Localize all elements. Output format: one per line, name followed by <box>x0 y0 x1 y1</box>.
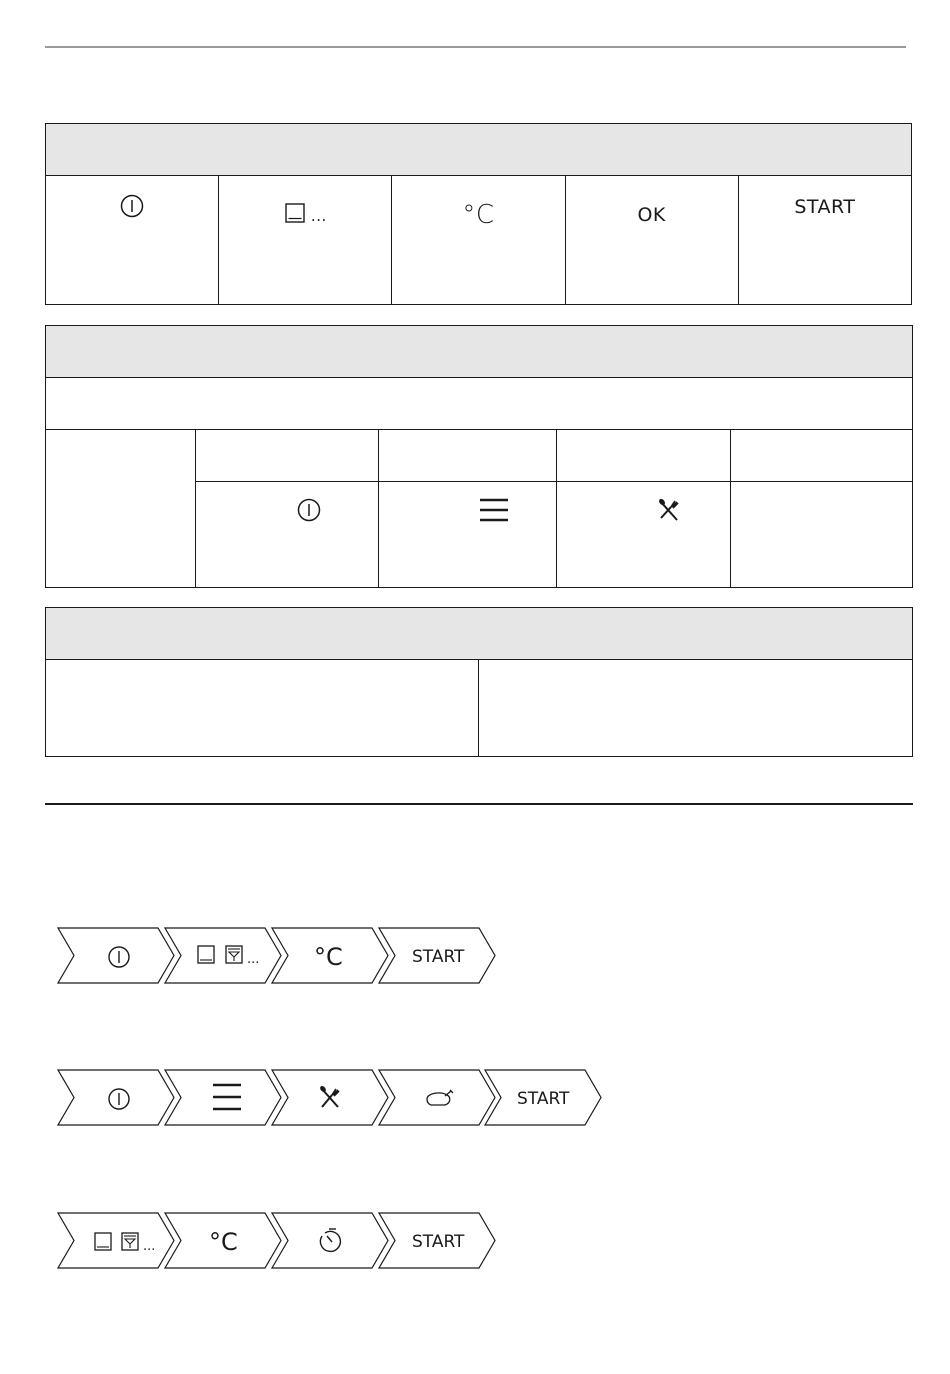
roast-chicken-icon <box>427 1090 453 1105</box>
chevron-step <box>165 928 281 983</box>
power-icon <box>109 947 129 967</box>
cutlery-icon <box>656 497 682 523</box>
table-cell <box>379 430 557 482</box>
oven-mode-cell <box>219 176 392 305</box>
power-cell <box>196 482 379 588</box>
menu-icon <box>479 496 509 524</box>
power-icon <box>109 1089 129 1109</box>
chevron-step <box>379 1070 495 1125</box>
section-rule <box>45 803 913 805</box>
sequence-3 <box>57 1212 502 1270</box>
info-table <box>45 607 913 757</box>
sequence-1 <box>57 927 502 985</box>
row-label-cell <box>46 430 196 588</box>
sequence-3-chevrons <box>57 1212 502 1270</box>
temperature-icon: °C <box>314 943 343 971</box>
timer-icon <box>320 1229 340 1251</box>
table-subheader <box>46 378 913 430</box>
temperature-icon: °C <box>209 1228 238 1256</box>
table-header <box>46 608 913 660</box>
start-label: START <box>412 1232 465 1252</box>
chevron-step <box>58 928 174 983</box>
menu-icon <box>213 1085 241 1109</box>
power-cell <box>46 176 219 305</box>
table-header <box>46 326 913 378</box>
control-panel-table <box>45 123 912 305</box>
table-header <box>46 124 912 176</box>
chevron-step <box>58 1213 174 1268</box>
sequence-2-chevrons <box>57 1069 607 1127</box>
oven-mode-icon <box>284 202 306 224</box>
table-cell <box>196 430 379 482</box>
sequence-1-chevrons <box>57 927 502 985</box>
sequence-2 <box>57 1069 607 1127</box>
table-cell <box>731 482 913 588</box>
table-cell <box>46 660 479 757</box>
settings-table <box>45 325 913 588</box>
power-icon <box>119 193 145 219</box>
top-rule <box>45 46 906 48</box>
power-icon <box>296 497 322 523</box>
table-cell <box>557 430 731 482</box>
start-cell <box>738 176 911 305</box>
temperature-cell <box>392 176 565 305</box>
ellipsis-label: ... <box>143 1239 156 1254</box>
temperature-icon: °C <box>462 200 495 230</box>
table-cell <box>479 660 913 757</box>
table-cell <box>731 430 913 482</box>
ellipsis-label: ... <box>247 952 260 967</box>
chevron-step <box>58 1070 174 1125</box>
oven-modes-icon <box>95 1233 155 1254</box>
cutlery-cell <box>557 482 731 588</box>
start-label: START <box>412 947 465 967</box>
start-label: START <box>517 1089 570 1109</box>
start-label: START <box>794 196 856 218</box>
oven-modes-icon <box>198 946 259 967</box>
ok-label: OK <box>637 204 666 226</box>
cutlery-icon <box>319 1085 339 1107</box>
ok-cell <box>565 176 738 305</box>
menu-cell <box>379 482 557 588</box>
ellipsis-label: ... <box>310 207 327 225</box>
